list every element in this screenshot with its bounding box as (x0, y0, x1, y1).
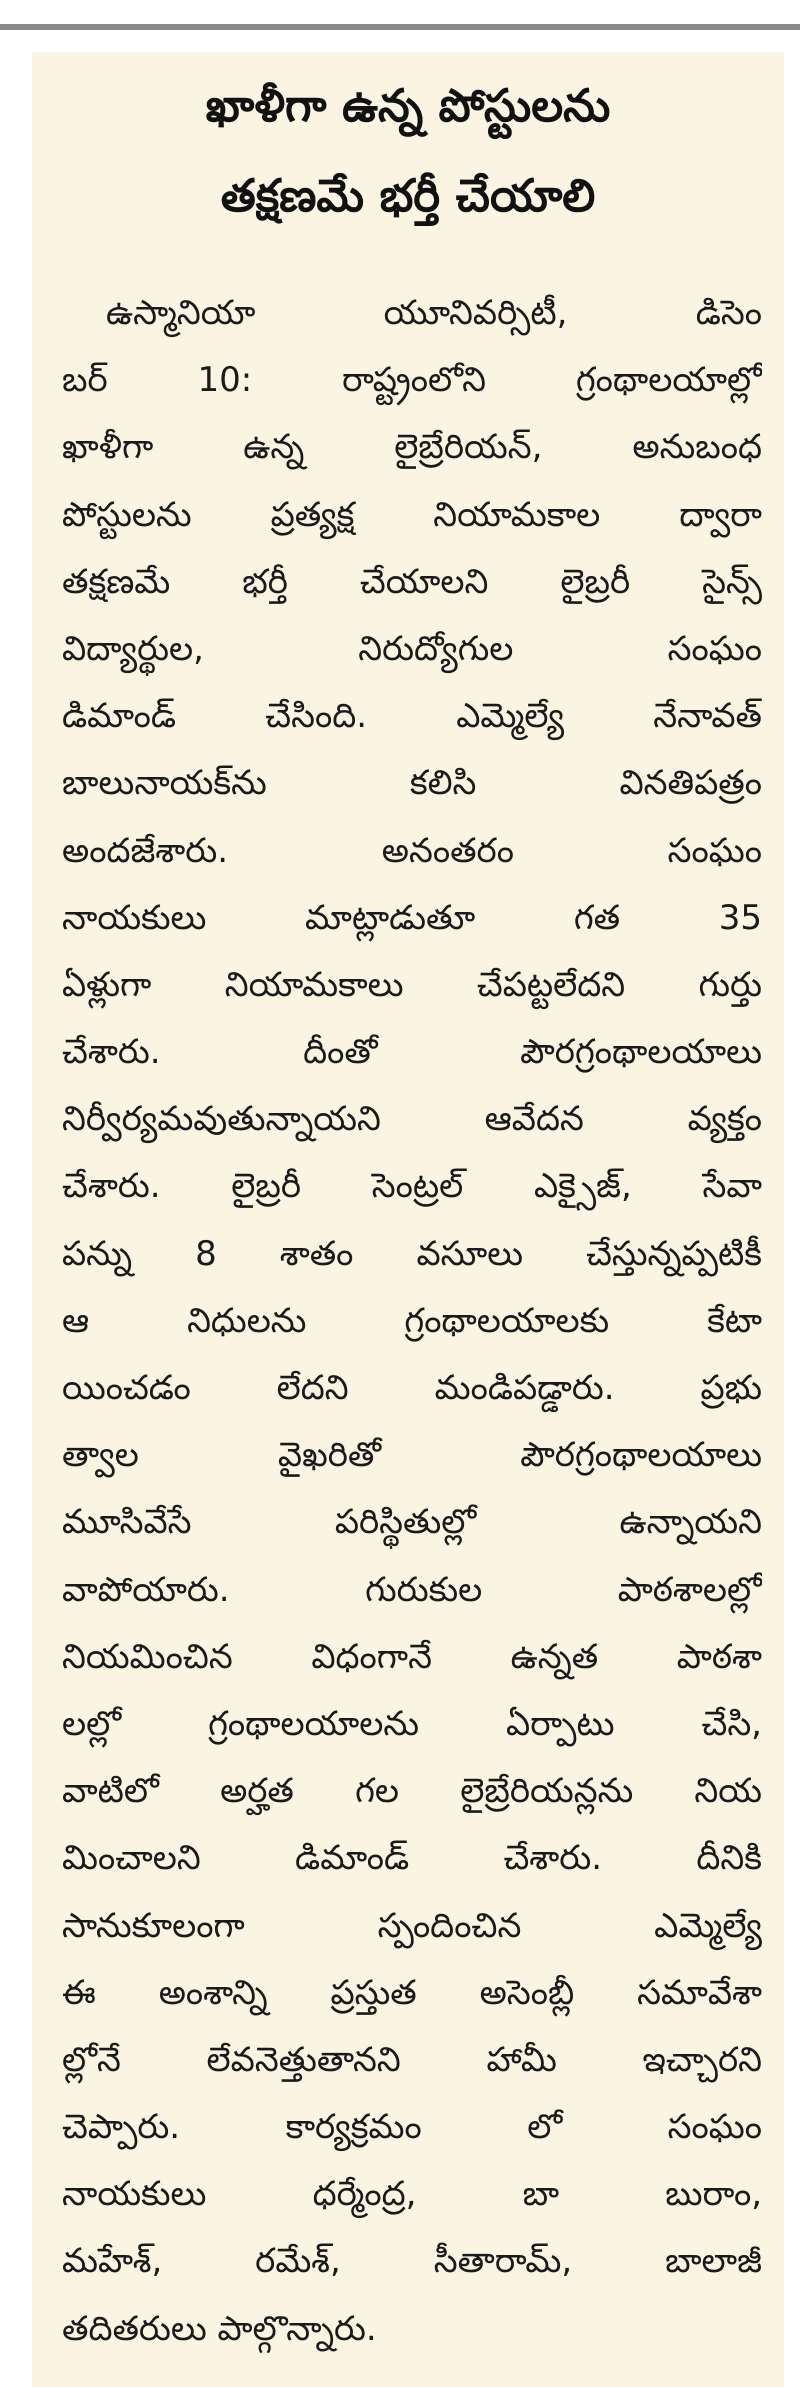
body-line: మహేశ్, రమేశ్, సీతారామ్, బాలాజీ (62, 2241, 762, 2282)
body-line: చేశారు. దీంతో పౌరగ్రంథాలయాలు (62, 1032, 762, 1073)
body-line: యించడం లేదని మండిపడ్డారు. ప్రభు (62, 1368, 762, 1408)
body-line: నియమించిన విధంగానే ఉన్నత పాఠశా (62, 1636, 762, 1677)
body-line: విద్యార్థుల, నిరుద్యోగుల సంఘం (62, 628, 762, 669)
body-line: పన్ను 8 శాతం వసూలు చేస్తున్నప్పటికీ (62, 1233, 762, 1274)
body-line: ఏళ్లుగా నియామకాలు చేపట్టలేదని గుర్తు (62, 964, 762, 1005)
body-line: డిమాండ్ చేసింది. ఎమ్మెల్యే నేనావత్ (62, 696, 762, 737)
body-line: వాపోయారు. గురుకుల పాఠశాలల్లో (62, 1569, 762, 1610)
body-line: బర్ 10: రాష్ట్రంలోని గ్రంథాలయాల్లో (62, 360, 762, 401)
body-line: సానుకూలంగా స్పందించిన ఎమ్మెల్యే (62, 1905, 762, 1946)
body-line: ఖాళీగా ఉన్న లైబ్రేరియన్, అనుబంధ (62, 427, 762, 468)
body-line: తక్షణమే భర్తీ చేయాలని లైబ్రరీ సైన్స్ (62, 561, 762, 602)
body-line: ఉస్మానియా యూనివర్సిటీ, డిసెం (106, 293, 762, 333)
body-line: నాయకులు ధర్మేంద్ర, బా బురాం, (62, 2174, 762, 2215)
body-line: ఈ అంశాన్ని ప్రస్తుత అసెంబ్లీ సమావేశా (62, 1972, 762, 2013)
body-line: త్వాల వైఖరితో పౌరగ్రంథాలయాలు (62, 1435, 762, 1476)
body-line: ఆ నిధులను గ్రంథాలయాలకు కేటా (62, 1300, 762, 1341)
body-line: నిర్వీర్యమవుతున్నాయని ఆవేదన వ్యక్తం (62, 1099, 762, 1140)
body-line: నాయకులు మాట్లాడుతూ గత 35 (62, 897, 762, 938)
headline-line-1: ఖాళీగా ఉన్న పోస్టులను (205, 79, 611, 132)
body-line: మించాలని డిమాండ్ చేశారు. దీనికి (62, 1838, 762, 1879)
body-line: చెప్పారు. కార్యక్రమం లో సంఘం (62, 2107, 762, 2148)
page-margin (0, 30, 32, 2387)
body-line: ల్లోనే లేవనెత్తుతానని హామీ ఇచ్చారని (62, 2039, 762, 2080)
article-body (62, 280, 762, 2363)
body-line: మూసివేసే పరిస్థితుల్లో ఉన్నాయని (62, 1502, 762, 1543)
body-line: చేశారు. లైబ్రరీ సెంట్రల్ ఎక్సైజ్, సేవా (62, 1166, 762, 1207)
body-line: తదితరులు పాల్గొన్నారు. (62, 2308, 377, 2349)
newspaper-clipping (32, 52, 784, 2387)
headline-line-2: తక్షణమే భర్తీ చేయాలి (220, 169, 596, 222)
top-divider-rule (0, 0, 800, 30)
body-line: బాలునాయక్‌ను కలిసి వినతిపత్రం (62, 763, 762, 804)
body-line: అందజేశారు. అనంతరం సంఘం (62, 830, 762, 871)
body-line: పోస్టులను ప్రత్యక్ష నియామకాల ద్వారా (62, 494, 762, 535)
body-line: వాటిలో అర్హత గల లైబ్రేరియన్లను నియ (62, 1771, 762, 1812)
body-line: లల్లో గ్రంథాలయాలను ఏర్పాటు చేసి, (62, 1703, 762, 1744)
